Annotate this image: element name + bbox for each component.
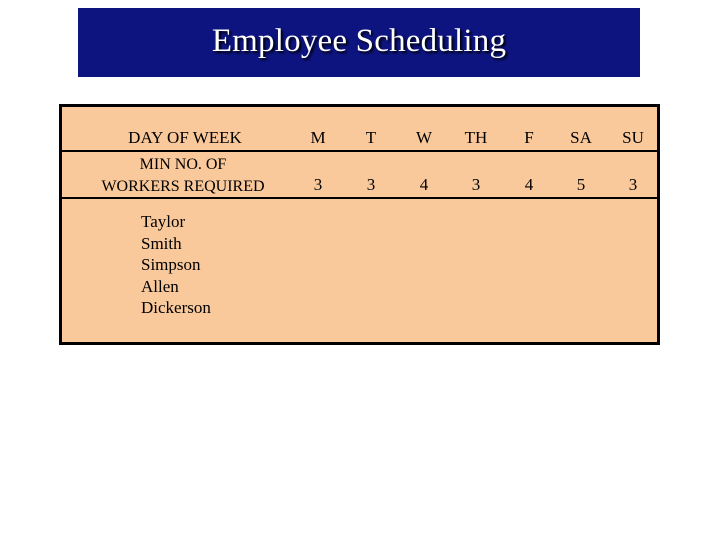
employee-name: Dickerson <box>141 298 211 317</box>
required-th: 3 <box>471 175 481 194</box>
day-header-m: M <box>310 128 326 147</box>
employee-name: Smith <box>141 233 182 253</box>
day-header-th: TH <box>464 128 488 147</box>
employee-list <box>141 211 211 319</box>
min-workers-label-line2: WORKERS REQUIRED <box>101 178 265 195</box>
required-f: 4 <box>524 175 534 194</box>
schedule-table <box>59 104 660 345</box>
employee-name: Taylor <box>141 212 186 231</box>
day-header-su: SU <box>622 128 644 147</box>
day-header-f: F <box>524 128 534 147</box>
min-workers-label-line1: MIN NO. OF <box>139 156 227 173</box>
day-of-week-label: DAY OF WEEK <box>128 128 242 147</box>
employee-name: Simpson <box>141 255 201 274</box>
required-t: 3 <box>366 175 376 194</box>
title-banner <box>78 8 640 77</box>
required-sa: 5 <box>576 175 586 194</box>
day-header-t: T <box>365 128 377 147</box>
min-workers-label <box>80 154 286 198</box>
day-header-sa: SA <box>570 128 592 147</box>
required-m: 3 <box>313 175 323 194</box>
required-w: 4 <box>419 175 429 194</box>
slide-title: Employee Scheduling <box>211 23 507 59</box>
required-su: 3 <box>628 175 638 194</box>
row-divider <box>62 150 657 152</box>
day-header-w: W <box>415 128 433 147</box>
employee-name: Allen <box>141 276 179 296</box>
